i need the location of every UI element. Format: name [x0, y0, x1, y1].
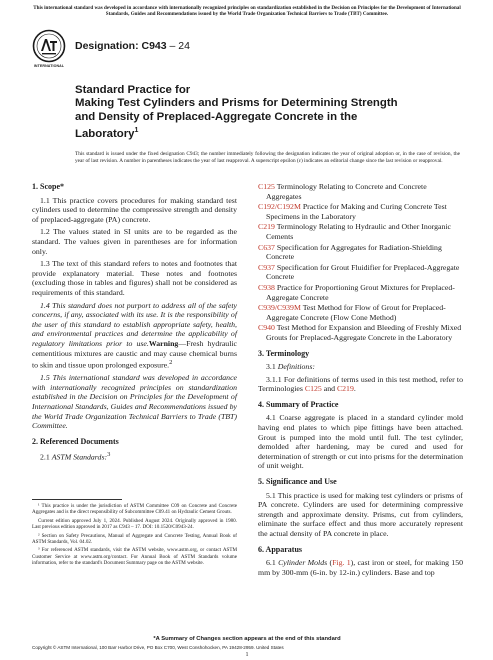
- scope-para-1-3: 1.3 The text of this standard refers to notes and footnotes that provide explanatory material. These notes and footnotes (excluding those in tables and figures) shall not be considered as requirements of this standard.: [32, 259, 237, 297]
- copyright-line: Copyright © ASTM International, 100 Barr Harbor Drive, PO Box C700, West Conshohocken, PA 19428-2959. United States: [32, 645, 284, 650]
- tbt-notice: This international standard was developed in accordance with internationally recognized principles on standardization established in the Decision on Principles for the Development of International Standards, Guides and Recommendations issued by the World Trade Organization Technical Barriers to Trade (TBT) Committee.: [33, 5, 461, 18]
- issue-note: This standard is issued under the fixed designation C943; the number immediately following the designation indicates the year of original adoption or, in the case of revision, the year of last revision. A number in parentheses indicates the year of last reapproval. A superscript epsilon (ε) indicates an editorial change since the last revision or reapproval.: [75, 151, 460, 164]
- section-scope-heading: 1. Scope*: [32, 182, 64, 191]
- referenced-standards-list: [258, 182, 463, 343]
- designation-revision: – 24: [166, 40, 190, 52]
- section-terminology-heading: 3. Terminology: [258, 348, 310, 358]
- ref-item: C637 Specification for Aggregates for Radiation-Shielding Concrete: [258, 242, 442, 262]
- terminology-para-3-1: 3.1 Definitions:: [266, 362, 315, 372]
- term-link-c125[interactable]: C125: [304, 384, 322, 394]
- scope-para-1-5: 1.5 This international standard was developed in accordance with internationally recognized principles on standardization established in the Decision on Principles for the Development of International Standards, Guides and Recommendations issued by the World Trade Organization Technical Barriers to Trade (TBT) Committee.: [32, 373, 237, 431]
- footnote: ¹ This practice is under the jurisdiction of ASTM Committee C09 on Concrete and Concrete Aggregates and is the direct responsibility of Subcommittee C09.41 on Hydraulic Cement Grouts.: [32, 503, 237, 516]
- title-line-1: Standard Practice for: [75, 84, 191, 96]
- ref-item: C125 Terminology Relating to Concrete and Concrete Aggregates: [258, 182, 427, 201]
- term-link-c219[interactable]: C219: [336, 384, 354, 394]
- ref-item: C937 Specification for Grout Fluidifier for Preplaced-Aggregate Concrete: [258, 262, 460, 282]
- ref-link-c192[interactable]: C192/C192M: [258, 202, 301, 212]
- scope-para-1-2: 1.2 The values stated in SI units are to be regarded as the standard. The values given in parentheses are for information only.: [32, 227, 237, 256]
- apparatus-para-6-1: 6.1 Cylinder Molds (Fig. 1), cast iron or steel, for making 150 mm by 300-mm (6-in. by 12-in.) cylinders. Base and top: [258, 558, 463, 577]
- page-number: 1: [245, 652, 249, 658]
- title-footnote-mark: 1: [134, 126, 139, 134]
- warning-label: Warning: [148, 338, 179, 348]
- right-column: [258, 182, 463, 580]
- footnote: Current edition approved July 1, 2024. Published August 2024. Originally approved in 1980. Last previous edition approved in 2017 as C943 – 17. DOI: 10.1520/C0943-24.: [32, 517, 237, 531]
- scope-para-1-1: 1.1 This practice covers procedures for making standard test cylinders used to determine the compressive strength and density of preplaced-aggregate (PA) concrete.: [32, 195, 237, 224]
- ref-link-c940[interactable]: C940: [258, 323, 275, 333]
- ref-item: C939/C939M Test Method for Flow of Grout for Preplaced-Aggregate Concrete (Flow Cone Method): [258, 303, 446, 322]
- ref-item: C192/C192M Practice for Making and Curing Concrete Test Specimens in the Laboratory: [258, 202, 447, 221]
- left-column: [32, 182, 237, 466]
- footnotes: [32, 503, 237, 569]
- ref-link-c219[interactable]: C219: [258, 222, 275, 232]
- logo-caption: INTERNATIONAL: [33, 64, 65, 68]
- footnote: ² Section on Safety Precautions, Manual of Aggregate and Concrete Testing, Annual Book of ASTM Standards, Vol. 04.02.: [32, 532, 237, 546]
- designation: [75, 40, 190, 52]
- section-referenced-heading: 2. Referenced Documents: [32, 436, 119, 446]
- astm-logo: [32, 29, 66, 71]
- referenced-para-2-1: 2.1 ASTM Standards:$^3$: [40, 451, 111, 463]
- section-significance-heading: 5. Significance and Use: [258, 477, 337, 487]
- document-title: [75, 84, 455, 141]
- astm-logo-icon: [32, 29, 66, 63]
- title-line-3: and Density of Preplaced-Aggregate Concrete in the: [75, 110, 358, 123]
- terminology-para-3-1-1: 3.1.1 For definitions of terms used in this test method, refer to Terminologies C125 and C219.: [258, 374, 463, 394]
- ref-item: C938 Practice for Proportioning Grout Mixtures for Preplaced-Aggregate Concrete: [258, 282, 455, 302]
- ref-item: C219 Terminology Relating to Hydraulic and Other Inorganic Cements: [258, 222, 451, 241]
- fig-1-link[interactable]: Fig. 1: [332, 558, 351, 568]
- ref-link-c125[interactable]: C125: [258, 182, 275, 191]
- ref-link-c939[interactable]: C939/C939M: [258, 303, 301, 313]
- summary-para-4-1: 4.1 Coarse aggregate is placed in a standard cylinder mold having end plates to which pipe fittings have been attached. Grout is pumped into the mold until full. The test cylinder, demolded after hardening, may be cured and used for determination of strength or cut into prisms for the determination of unit weight.: [258, 413, 463, 471]
- section-summary-heading: 4. Summary of Practice: [258, 399, 339, 409]
- footnote-divider: [32, 499, 122, 500]
- ref-link-c637[interactable]: C637: [258, 242, 275, 252]
- scope-para-1-4: 1.4 This standard does not purport to address all of the safety concerns, if any, associated with its use. It is the responsibility of the user of this standard to establish appropriate safety, health, and environmental practices and determine the applicability of regulatory limitations prior to use.Warning—Fresh hydraulic cementitious mixtures are caustic and may cause chemical burns to skin and tissue upon prolonged exposure.$^2$: [32, 300, 237, 370]
- significance-para-5-1: 5.1 This practice is used for making test cylinders or prisms of PA concrete. Cylinders are used for determining compressive strength and approximate density. Prisms, cut from cylinders, eliminate the surface effect and thus more accurately represent the actual density of PA concrete in place.: [258, 490, 463, 538]
- ref-link-c938[interactable]: C938: [258, 282, 275, 292]
- designation-label: Designation: C943: [75, 40, 167, 52]
- ref-item: C940 Test Method for Expansion and Bleeding of Freshly Mixed Grouts for Preplaced-Aggregate Concrete in the Laboratory: [258, 323, 462, 342]
- ref-link-c937[interactable]: C937: [258, 262, 275, 272]
- title-line-2: Making Test Cylinders and Prisms for Determining Strength: [75, 97, 398, 110]
- section-apparatus-heading: 6. Apparatus: [258, 544, 303, 554]
- title-line-4: Laboratory$^1$: [75, 126, 139, 140]
- summary-of-changes-note: *A Summary of Changes section appears at the end of this standard: [153, 636, 341, 642]
- footnote: ³ For referenced ASTM standards, visit the ASTM website, www.astm.org, or contact ASTM Customer Service at www.astm.org/contact. For Annual Book of ASTM Standards volume information, refer to the standard's Document Summary page on the ASTM website.: [32, 547, 237, 567]
